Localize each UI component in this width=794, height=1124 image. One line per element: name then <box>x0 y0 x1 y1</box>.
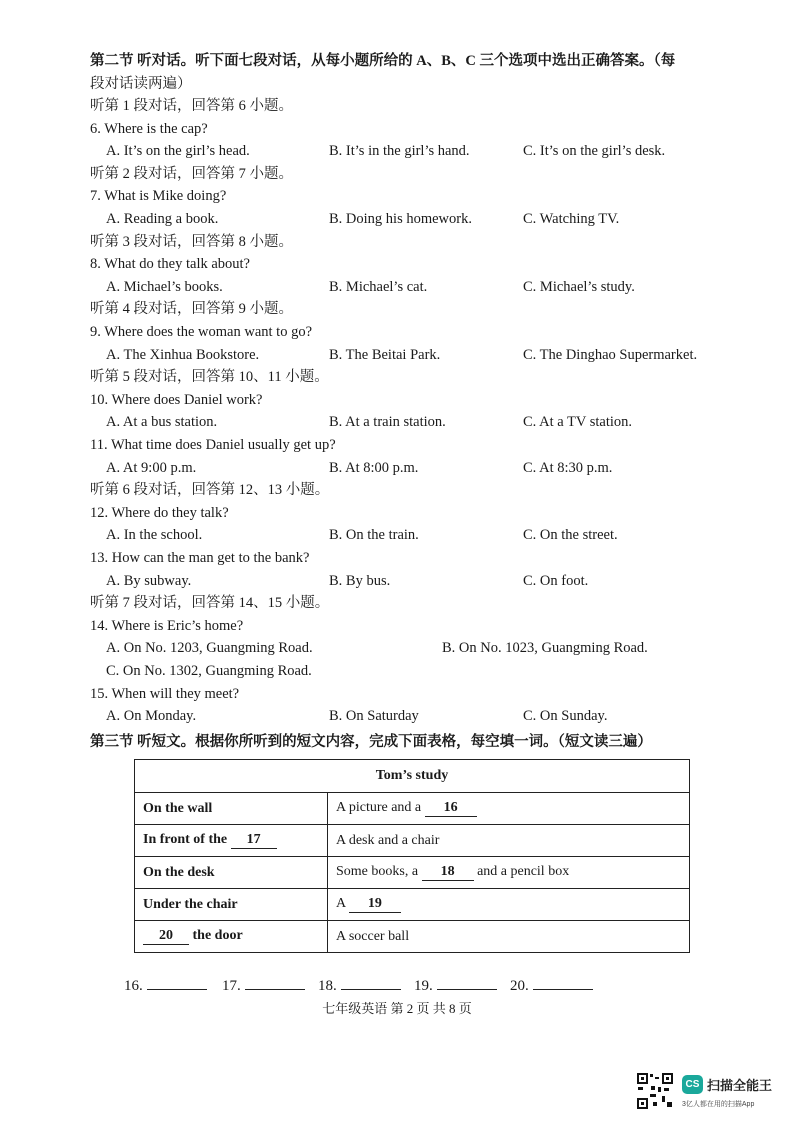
page-footer: 七年级英语 第 2 页 共 8 页 <box>322 1001 472 1016</box>
option-b[interactable]: B. On No. 1023, Guangming Road. <box>442 640 648 656</box>
option-b[interactable]: B. By bus. <box>329 573 391 589</box>
question-text: 9. Where does the woman want to go? <box>90 324 313 340</box>
row3-item: Some books, a 18 and a pencil box <box>328 857 690 889</box>
dialogue-instruction: 听第 2 段对话，回答第 7 小题。 <box>90 166 293 182</box>
dialogue-instruction: 听第 4 段对话，回答第 9 小题。 <box>90 301 293 317</box>
row1-item: A picture and a 16 <box>328 793 690 825</box>
row5-location: 20 the door <box>135 921 328 953</box>
table-title: Tom’s study <box>135 760 690 793</box>
section2-intro-line2: 段对话读两遍） <box>90 76 192 92</box>
row4-location: Under the chair <box>135 889 328 921</box>
table-row <box>135 921 690 953</box>
option-a[interactable]: A. Reading a book. <box>106 211 219 227</box>
question-text: 10. Where does Daniel work? <box>90 392 263 408</box>
question-text: 13. How can the man get to the bank? <box>90 550 310 566</box>
option-a[interactable]: A. It’s on the girl’s head. <box>106 143 250 159</box>
section2-intro-line1: 第二节 听对话。听下面七段对话，从每小题所给的 A、B、C 三个选项中选出正确答案。（每 <box>90 53 676 69</box>
question-text: 14. Where is Eric’s home? <box>90 618 244 634</box>
dialogue-instruction: 听第 7 段对话，回答第 14、15 小题。 <box>90 595 330 611</box>
row2-item: A desk and a chair <box>328 825 690 857</box>
option-a[interactable]: A. Michael’s books. <box>106 279 223 295</box>
blank-17[interactable]: 17 <box>231 832 277 849</box>
option-c[interactable]: C. At 8:30 p.m. <box>523 460 613 476</box>
answer-19: 19. <box>414 975 497 995</box>
question-text: 12. Where do they talk? <box>90 505 229 521</box>
row5-item: A soccer ball <box>328 921 690 953</box>
blank-18[interactable]: 18 <box>422 864 474 881</box>
option-b[interactable]: B. On Saturday <box>329 708 419 724</box>
dialogue-instruction: 听第 6 段对话，回答第 12、13 小题。 <box>90 482 330 498</box>
option-b[interactable]: B. It’s in the girl’s hand. <box>329 143 470 159</box>
row3-location: On the desk <box>135 857 328 889</box>
blank-16[interactable]: 16 <box>425 800 477 817</box>
qr-code-icon <box>636 1072 674 1110</box>
row2-location: In front of the 17 <box>135 825 328 857</box>
blank-20[interactable]: 20 <box>143 928 189 945</box>
option-a[interactable]: A. By subway. <box>106 573 192 589</box>
option-a[interactable]: A. At a bus station. <box>106 414 218 430</box>
table-row <box>135 825 690 857</box>
study-table <box>134 759 690 953</box>
answer-19-line[interactable] <box>437 975 497 990</box>
answer-16-line[interactable] <box>147 975 207 990</box>
option-c[interactable]: C. On foot. <box>523 573 589 589</box>
dialogue-instruction: 听第 1 段对话，回答第 6 小题。 <box>90 98 293 114</box>
option-c[interactable]: C. On Sunday. <box>523 708 608 724</box>
row1-location: On the wall <box>135 793 328 825</box>
option-a[interactable]: A. On No. 1203, Guangming Road. <box>106 640 313 656</box>
answer-20-line[interactable] <box>533 975 593 990</box>
option-c[interactable]: C. Watching TV. <box>523 211 620 227</box>
camscanner-name: 扫描全能王 <box>707 1078 773 1093</box>
option-b[interactable]: B. On the train. <box>329 527 419 543</box>
option-c[interactable]: C. At a TV station. <box>523 414 633 430</box>
question-text: 11. What time does Daniel usually get up? <box>90 437 336 453</box>
option-b[interactable]: B. At 8:00 p.m. <box>329 460 419 476</box>
table-header-row <box>135 760 690 793</box>
answer-17: 17. <box>222 975 305 995</box>
option-c[interactable]: C. The Dinghao Supermarket. <box>523 347 698 363</box>
answer-18-line[interactable] <box>341 975 401 990</box>
option-a[interactable]: A. At 9:00 p.m. <box>106 460 197 476</box>
option-a[interactable]: A. The Xinhua Bookstore. <box>106 347 260 363</box>
table-row <box>135 793 690 825</box>
blank-19[interactable]: 19 <box>349 896 401 913</box>
option-a[interactable]: A. On Monday. <box>106 708 197 724</box>
answer-17-line[interactable] <box>245 975 305 990</box>
question-text: 15. When will they meet? <box>90 686 240 702</box>
section3-intro: 第三节 听短文。根据你所听到的短文内容，完成下面表格，每空填一词。（短文读三遍） <box>90 734 652 750</box>
camscanner-logo-icon: CS <box>682 1075 703 1094</box>
question-text: 6. Where is the cap? <box>90 121 208 137</box>
answer-20: 20. <box>510 975 593 995</box>
option-b[interactable]: B. Michael’s cat. <box>329 279 428 295</box>
answer-18: 18. <box>318 975 401 995</box>
row4-item: A 19 <box>328 889 690 921</box>
option-c[interactable]: C. On No. 1302, Guangming Road. <box>106 663 312 679</box>
answer-16: 16. <box>124 975 207 995</box>
option-a[interactable]: A. In the school. <box>106 527 203 543</box>
option-b[interactable]: B. Doing his homework. <box>329 211 472 227</box>
option-c[interactable]: C. Michael’s study. <box>523 279 635 295</box>
option-b[interactable]: B. At a train station. <box>329 414 446 430</box>
option-b[interactable]: B. The Beitai Park. <box>329 347 441 363</box>
question-text: 8. What do they talk about? <box>90 256 250 272</box>
option-c[interactable]: C. It’s on the girl’s desk. <box>523 143 666 159</box>
table-row <box>135 857 690 889</box>
dialogue-instruction: 听第 5 段对话，回答第 10、11 小题。 <box>90 369 329 385</box>
question-text: 7. What is Mike doing? <box>90 188 227 204</box>
table-row <box>135 889 690 921</box>
option-c[interactable]: C. On the street. <box>523 527 618 543</box>
dialogue-instruction: 听第 3 段对话，回答第 8 小题。 <box>90 234 293 250</box>
camscanner-tagline: 3亿人都在用的扫描App <box>682 1101 755 1108</box>
